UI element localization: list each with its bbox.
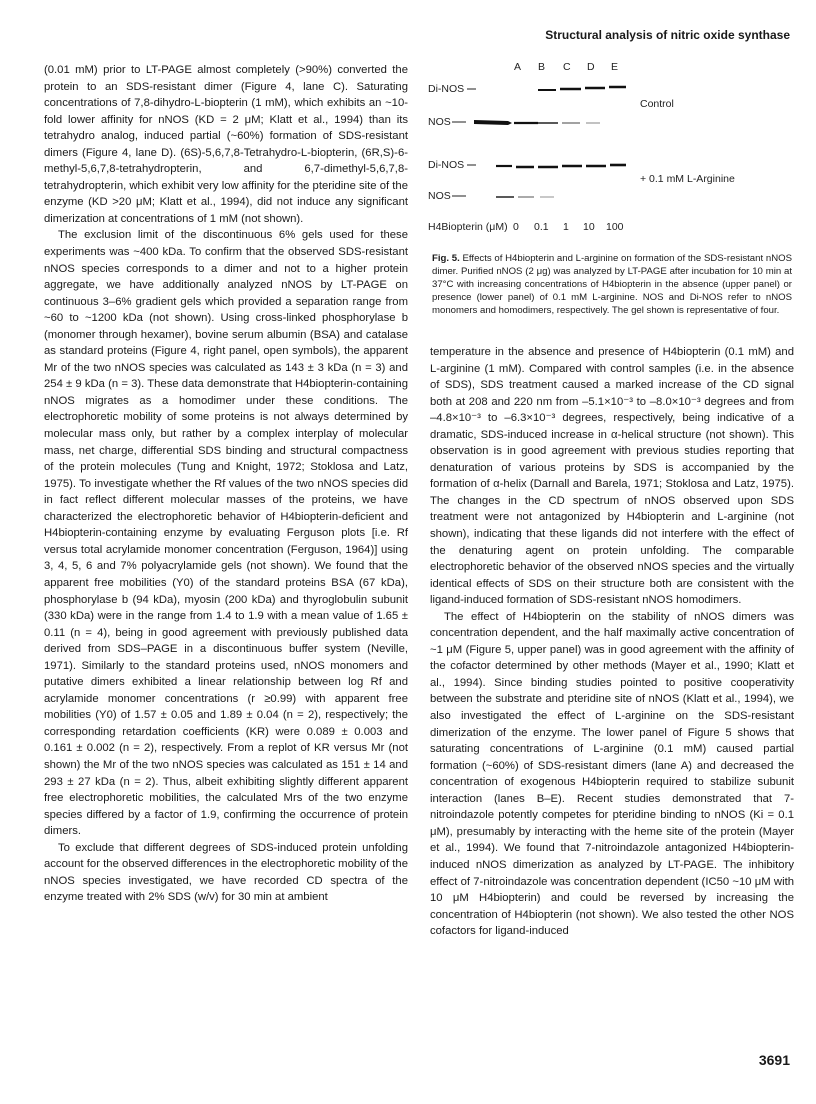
lane-label: E xyxy=(611,61,619,73)
page-number: 3691 xyxy=(758,1052,790,1068)
paragraph: temperature in the absence and presence of H4biopterin (0.1 mM) and L-arginine (1 mM). Compared with control samples (i.e. in the absence of SDS), SDS treatment caused a marked increase of the CD signal both at 208 and 220 nm from –5.1×10⁻³ to –8.0×10⁻³ degrees and from –4.8×10⁻³ to –6.3×10⁻³ degrees, respectively, being indicative of a dramatic, SDS-induced increase in α-helical structure (not shown). This observation is in good agreement with previous studies reporting that denaturation of various proteins by SDS is accompanied by the formation of α-helix (Darnall and Barela, 1971; Stoklosa and Latz, 1975). The changes in the CD spectrum of nNOS observed upon SDS treatment were not antagonized by H4biopterin and L-arginine (not shown), indicating that these ligands did not interfere with the effect of the denaturing agent on protein unfolding. The comparable electrophoretic behavior of the observed nNOS species and the virtually identical effects of SDS on their structure both are consistent with the ligand-induced formation of SDS-resistant nNOS homodimers. xyxy=(430,346,794,607)
running-head: Structural analysis of nitric oxide synthase xyxy=(545,28,790,42)
left-column xyxy=(44,62,408,906)
lane-label: A xyxy=(514,61,522,73)
right-column xyxy=(430,344,794,940)
band-label-monomer: NOS xyxy=(428,116,451,128)
concentration-value: 0.1 xyxy=(534,221,549,233)
concentration-axis-label: H4Biopterin (μM) xyxy=(428,221,508,233)
concentration-value: 100 xyxy=(606,221,624,233)
band-label-monomer: NOS xyxy=(428,190,451,202)
concentration-value: 0 xyxy=(513,221,519,233)
figure-5-gel xyxy=(426,56,798,256)
paragraph: The effect of H4biopterin on the stability of nNOS dimers was concentration dependent, and the half maximally active concentration of ~1 μM (Figure 5, upper panel) was in good agreement with the affinity of the cofactor determined by other methods (Mayer et al., 1990; Klatt et al., 1994). Since binding studies pointed to positive cooperativity between the substrate and pteridine site of nNOS (Klatt et al., 1994), we also investigated the effect of L-arginine on the SDS-resistant dimerization of the enzyme. The lower panel of Figure 5 shows that saturating concentrations of L-arginine (0.1 mM) caused partial formation (~60%) of SDS-resistant dimers (lane A) and decreased the concentration of exogenous H4biopterin required to stabilize subunit interaction (lanes B–E). Recent studies demonstrated that 7-nitroindazole potently competes for pteridine binding to nNOS (Ki = 0.1 μM), presumably by interacting with the heme site of the protein (Mayer et al., 1994). We found that 7-nitroindazole antagonized H4biopterin-induced nNOS dimerization as analyzed by LT-PAGE. The inhibitory effect of 7-nitroindazole was concentration dependent (IC50 ~10 μM with 10 μM H4biopterin) and could be reversed by increasing the concentration of H4biopterin (not shown). We also tested the other NOS cofactors for ligand-induced xyxy=(430,610,794,938)
caption-text: Effects of H4biopterin and L-arginine on formation of the SDS-resistant nNOS dimer. Purified nNOS (2 μg) was analyzed by LT-PAGE after incubation for 10 min at 37°C with increasing concentrations of H4biopterin in the absence (upper panel) or presence (lower panel) of 0.1 mM L-arginine. NOS and Di-NOS refer to nNOS monomers and homodimers, respectively. The gel shown is representative of four. xyxy=(432,253,792,317)
figure-caption xyxy=(432,252,792,317)
lane-label: B xyxy=(538,61,546,73)
paragraph: To exclude that different degrees of SDS-induced protein unfolding account for the observed differences in the electrophoretic mobility of the nNOS species investigated, we have recorded CD spectra of the enzyme treated with 2% SDS (w/v) for 30 min at ambient xyxy=(44,841,408,904)
lane-label: C xyxy=(563,61,571,73)
paragraph: (0.01 mM) prior to LT-PAGE almost completely (>90%) converted the protein to an SDS-resistant dimer (Figure 4, lane C). Saturating concentrations of 7,8-dihydro-L-biopterin (1 mM), which exhibits an ~10-fold lower affinity for nNOS (KD = 2 μM; Klatt et al., 1994) than its tetrahydro analog, induced partial (~60%) formation of SDS-resistant dimers (Figure 4, lane D). (6S)-5,6,7,8-Tetrahydro-L-biopterin, (6R,S)-6-methyl-5,6,7,8-tetrahydropterin, and 6,7-dimethyl-5,6,7,8-tetrahydropterin, which exhibit very low affinity for the pteridine site of the enzyme (KD >20 μM; Klatt et al., 1994), did not induce any significant dimerization at concentrations of 1 mM (not shown). xyxy=(44,64,408,225)
band-label-dimer: Di-NOS xyxy=(428,83,465,95)
band-label-dimer: Di-NOS xyxy=(428,159,465,171)
lane-label: D xyxy=(587,61,595,73)
concentration-value: 1 xyxy=(563,221,569,233)
caption-title: Fig. 5. xyxy=(432,253,460,264)
gel-band xyxy=(474,120,512,125)
panel-label-control: Control xyxy=(640,98,674,110)
panel-label-arginine: + 0.1 mM L-Arginine xyxy=(640,173,735,185)
gel-image xyxy=(426,56,798,256)
concentration-value: 10 xyxy=(583,221,595,233)
paragraph: The exclusion limit of the discontinuous 6% gels used for these experiments was ~400 kDa. To confirm that the observed SDS-resistant nNOS species corresponds to a dimer and not to a higher protein aggregate, we have additionally analyzed nNOS by LT-PAGE on continuous 3–6% gradient gels which provided a separation range from ~60 to ~1200 kDa (not shown). Using cross-linked phosphorylase b (monomer through hexamer), bovine serum albumin (BSA) and catalase as standard proteins (Figure 4, right panel, open symbols), the apparent Mr of the two nNOS species was calculated as 143 ± 3 kDa (n = 3) and 254 ± 9 kDa (n = 3). These data demonstrate that H4biopterin-containing nNOS migrates as a homodimer under these conditions. The electrophoretic mobility of some proteins is not always determined by molecular mass only, but rather by a complex interplay of molecular mass, net charge, differential SDS binding and structural compactness of the protein molecules (Tung and Knight, 1972; Stoklosa and Latz, 1975). To investigate whether the Rf values of the two nNOS species did in fact reflect different molecular masses of the proteins, we have characterized the electrophoretic behavior of H4biopterin-deficient and H4biopterin-containing enzyme by evaluating Ferguson plots [i.e. Rf versus total acrylamide monomer concentration (Ferguson, 1964)] using 3, 4, 5, 6 and 7% polyacrylamide gels (not shown). We found that the apparent free mobilities (Y0) of the standard proteins BSA (67 kDa), phosphorylase b (94 kDa), myosin (200 kDa) and thyroglobulin subunit (330 kDa) were in the range from 1.4 to 1.9 with a mean value of 1.65 ± 0.11 (n = 4), being in good agreement with previously published data derived from SDS–PAGE in a discontinuous buffer system (Neville, 1971). Similarly to the standard proteins used, nNOS monomers and putative dimers exhibited a linear relationship between log Rf and acrylamide monomer concentrations (r ≥0.99) with apparent free mobilities (Y0) of 1.57 ± 0.05 and 1.89 ± 0.04 (n = 2), respectively; the corresponding retardation coefficients (KR) were 0.089 ± 0.003 and 0.161 ± 0.002 (n = 2), respectively. From a replot of KR versus Mr (not shown) the Mr of the two nNOS species was calculated as 151 ± 14 and 293 ± 27 kDa (n = 2). Thus, albeit exhibiting slightly different apparent free electrophoretic mobilities, the calculated Mrs of the two enzyme species differed by a factor of 1.9, confirming the occurrence of protein dimers. xyxy=(44,229,408,838)
